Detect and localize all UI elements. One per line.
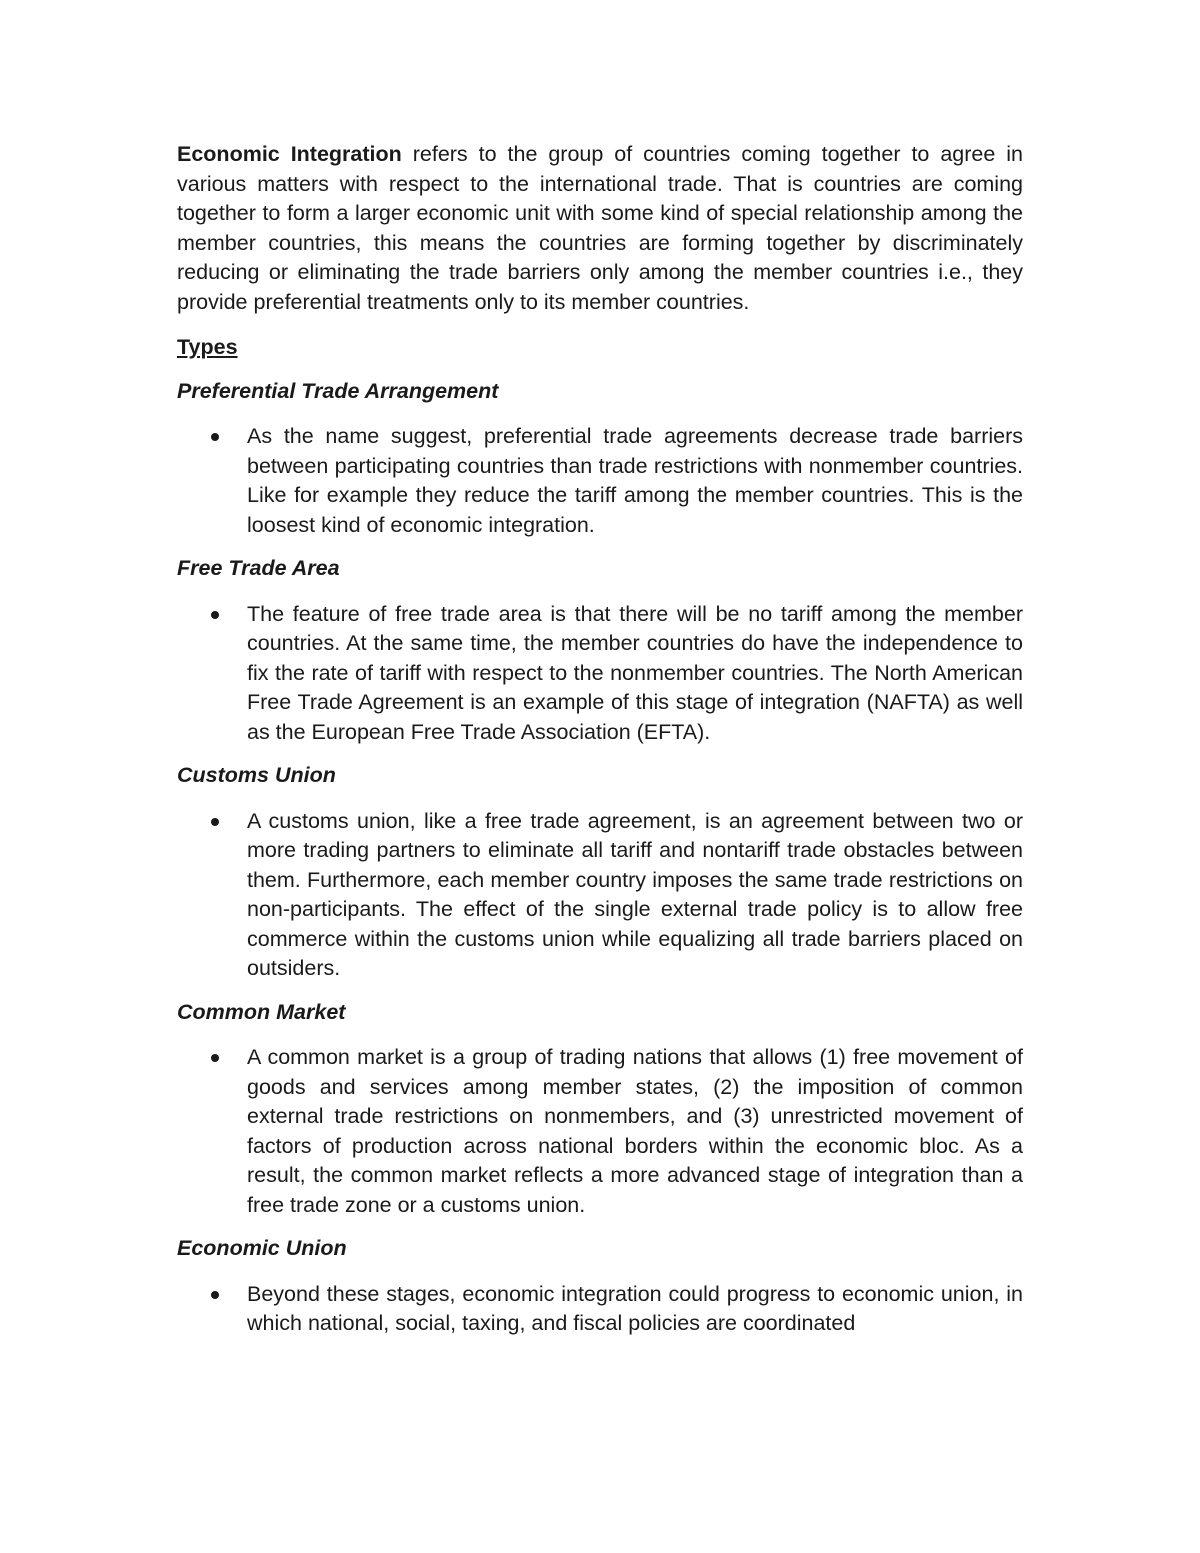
bullet-list [177,1043,1023,1220]
list-item [177,600,1023,748]
bullet-text: A customs union, like a free trade agreement, is an agreement between two or more trading partners to eliminate all tariff and nontariff trade obstacles between them. Furthermore, each member country imposes the same trade restrictions on non-participants. The effect of the single external trade policy is to allow free commerce within the customs union while equalizing all trade barriers placed on outsiders. [247,808,1023,980]
list-item [177,1280,1023,1339]
section-economic-union [177,1234,1023,1339]
list-item [177,1043,1023,1220]
section-heading: Free Trade Area [177,556,340,580]
bullet-list [177,807,1023,984]
intro-text: refers to the group of countries coming together to agree in various matters with respect to the international trade. That is countries are coming together to form a larger economic unit with some kind of special relationship among the member countries, this means the countries are forming together by discriminately reducing or eliminating the trade barriers only among the member countries i.e., they provide preferential treatments only to its member countries. [177,142,1023,314]
section-heading: Customs Union [177,763,336,787]
bullet-icon [211,1291,219,1299]
bullet-icon [211,818,219,826]
bullet-icon [211,611,219,619]
bullet-text: As the name suggest, preferential trade agreements decrease trade barriers between participating countries than trade restrictions with nonmember countries. Like for example they reduce the tariff among the member countries. This is the loosest kind of economic integration. [247,424,1023,537]
bullet-text: The feature of free trade area is that there will be no tariff among the member countries. At the same time, the member countries do have the independence to fix the rate of tariff with respect to the nonmember countries. The North American Free Trade Agreement is an example of this stage of integration (NAFTA) as well as the European Free Trade Association (EFTA). [247,601,1023,744]
section-common-market [177,998,1023,1221]
section-heading: Common Market [177,999,346,1024]
section-customs-union [177,761,1023,984]
bullet-icon [211,1054,219,1062]
bullet-list [177,600,1023,748]
section-heading: Economic Union [177,1236,347,1260]
intro-paragraph [177,140,1023,317]
bullet-text: Beyond these stages, economic integration could progress to economic union, in which national, social, taxing, and fiscal policies are coordinated [247,1281,1023,1335]
bullet-list [177,422,1023,540]
list-item [177,422,1023,540]
bullet-text: A common market is a group of trading nations that allows (1) free movement of goods and services among member states, (2) the imposition of common external trade restrictions on nonmembers, and (3) unrestricted movement of factors of production across national borders within the economic bloc. As a result, the common market reflects a more advanced stage of integration than a free trade zone or a customs union. [247,1045,1023,1217]
section-preferential-trade-arrangement [177,377,1023,541]
list-item [177,807,1023,984]
bullet-list [177,1280,1023,1339]
types-heading: Types [177,335,238,359]
document-page [177,140,1023,1339]
bullet-icon [211,433,219,441]
section-heading: Preferential Trade Arrangement [177,378,499,403]
intro-term: Economic Integration [177,142,402,166]
section-free-trade-area [177,554,1023,747]
